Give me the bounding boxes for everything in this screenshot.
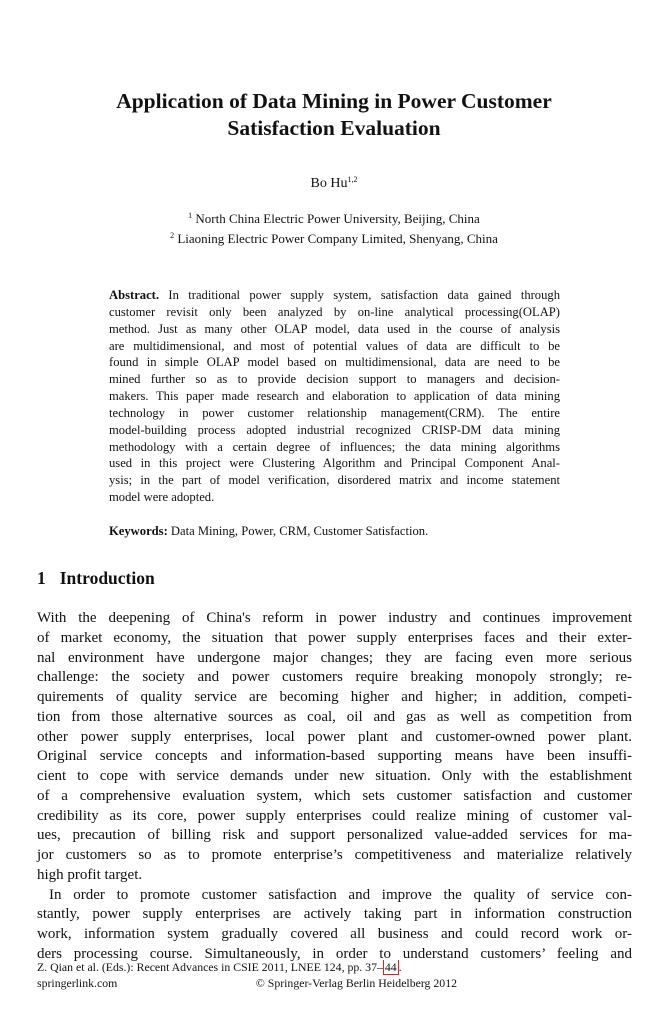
body-line: In order to promote customer satisfaction and improve the quality of service con- xyxy=(49,886,632,903)
abstract-line: mined further so as to provide decision support to managers and decision- xyxy=(109,372,560,387)
section-heading xyxy=(37,568,155,589)
affiliation-mark: 2 xyxy=(170,231,175,240)
abstract-line: model were adopted. xyxy=(109,490,215,505)
affiliation xyxy=(0,209,668,229)
citation-line xyxy=(37,959,457,975)
site: springerlink.com xyxy=(37,976,118,990)
abstract-line: ysis; in the part of model verification, disordered matrix and income statement xyxy=(109,473,560,488)
section-number: 1 xyxy=(37,568,46,588)
abstract-line xyxy=(109,287,560,304)
section-title: Introduction xyxy=(59,568,155,588)
body-line: With the deepening of China's reform in power industry and continues improvement xyxy=(37,610,632,626)
body-line: stantly, power supply enterprises are actively taking part in information construction xyxy=(37,906,632,923)
publisher-line xyxy=(37,975,457,991)
abstract-line: methodology with a certain degree of influences; the data mining algorithms xyxy=(109,439,560,454)
body-line: cient to cope with service demands under new situation. Only with the establishment xyxy=(37,768,632,784)
abstract-line: technology in power customer relationship management(CRM). The entire xyxy=(109,405,560,420)
abstract-text: In traditional power supply system, satisfaction data gained through xyxy=(159,288,560,302)
abstract-label: Abstract. xyxy=(109,288,160,302)
abstract-line: used in this project were Clustering Algorithm and Principal Component Anal- xyxy=(109,456,560,471)
body-text xyxy=(37,609,632,965)
body-line: other power supply enterprises, local power plant and customer-owned power plant. xyxy=(37,728,632,745)
body-line: nal environment have undergone major changes; they are facing even more serious xyxy=(37,649,632,666)
abstract-line: are multidimensional, and most of potential values of data are difficult to be xyxy=(109,338,560,353)
affiliation-text: North China Electric Power University, Beijing, China xyxy=(195,211,480,226)
keywords-text: Data Mining, Power, CRM, Customer Satisfaction. xyxy=(167,524,429,538)
abstract-line: model-building process adopted industrial recognized CRISP-DM data mining xyxy=(109,422,560,437)
citation-end: . xyxy=(398,960,402,974)
body-line: tion from those alternative sources as coal, oil and gas as well as competition from xyxy=(37,708,632,725)
body-line: high profit target. xyxy=(37,866,143,883)
footer xyxy=(37,959,457,991)
keywords xyxy=(109,524,428,539)
author xyxy=(0,176,668,192)
body-line: credibility as its core, power supply enterprises could realize mining of customer val- xyxy=(37,807,632,824)
body-line: ues, precaution of billing risk and support personalized value-added services for ma- xyxy=(37,827,632,844)
citation: Z. Qian et al. (Eds.): Recent Advances in CSIE 2011, LNEE 124, pp. 37– xyxy=(37,960,383,974)
author-name: Bo Hu xyxy=(310,176,348,191)
affiliation-mark: 1 xyxy=(188,211,193,220)
body-line: of market economy, the situation that power supply enterprises faces and their exter- xyxy=(37,629,632,646)
paper-title xyxy=(0,88,668,142)
abstract-line: found in simple OLAP model based on multidimensional, data are need to be xyxy=(109,355,560,370)
abstract xyxy=(109,287,560,506)
body-line: ders processing course. Simultaneously, in order to understand customers’ feeling and xyxy=(37,945,632,962)
affiliation xyxy=(0,229,668,249)
body-line: of a comprehensive evaluation system, which sets customer satisfaction and customer xyxy=(37,787,632,804)
title-line: Satisfaction Evaluation xyxy=(227,116,441,140)
end-page-link[interactable]: 44 xyxy=(384,960,397,974)
abstract-line: makers. This paper made research and elaboration to application of data mining xyxy=(109,389,560,404)
title-line: Application of Data Mining in Power Customer xyxy=(116,89,552,113)
affiliations xyxy=(0,209,668,249)
keywords-label: Keywords: xyxy=(109,524,168,538)
copyright: © Springer-Verlag Berlin Heidelberg 2012 xyxy=(255,976,457,990)
abstract-line: method. Just as many other OLAP model, data used in the course of analysis xyxy=(109,321,560,336)
body-line: quirements of quality service are becoming higher and higher; in addition, competi- xyxy=(37,689,632,705)
author-affiliation-marks: 1,2 xyxy=(347,175,358,184)
body-line: jor customers so as to promote enterprise’s competitiveness and materialize relatively xyxy=(37,847,632,863)
body-line: challenge: the society and power customers require breaking monopoly strongly; re- xyxy=(37,669,632,686)
body-line: work, information system gradually covered all business and could record work or- xyxy=(37,926,632,942)
body-line: Original service concepts and information-based supporting means have been insuffi- xyxy=(37,748,632,765)
abstract-line: customer revisit only been analyzed by on-line analytical processing(OLAP) xyxy=(109,304,560,319)
affiliation-text: Liaoning Electric Power Company Limited, Shenyang, China xyxy=(177,231,498,246)
